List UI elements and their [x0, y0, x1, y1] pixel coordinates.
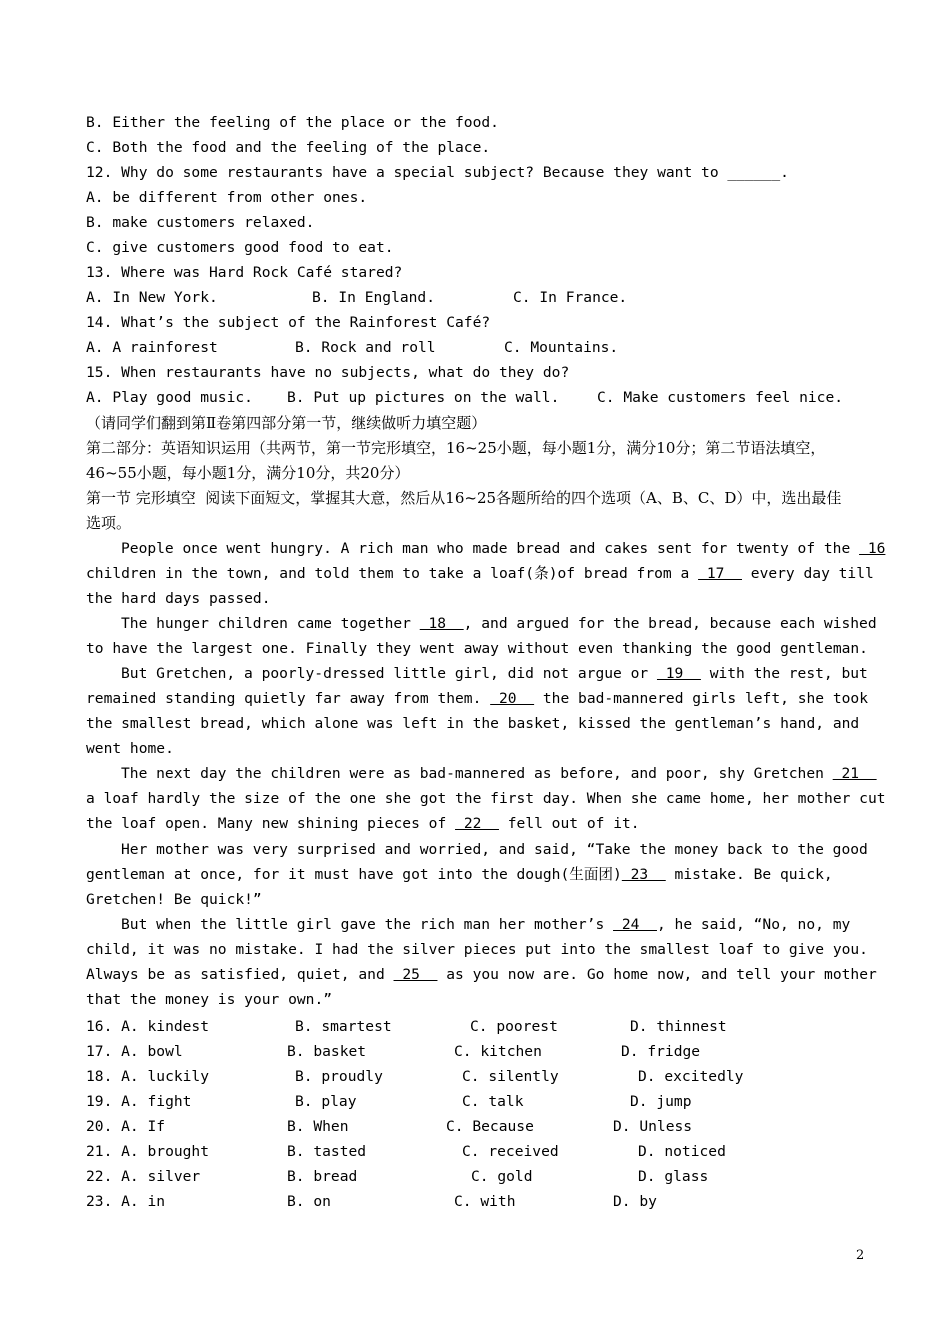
q13-option-a: A. In New York. [86, 289, 218, 306]
blank-17: 17 [698, 565, 742, 582]
question-line: B. Either the feeling of the place or the food. [86, 114, 499, 131]
option-row-22-a: 22. A. silver [86, 1168, 201, 1185]
blank-25: 25 [393, 966, 438, 983]
passage-line [121, 615, 877, 633]
option-row-21-c: C. received [462, 1143, 559, 1160]
q14-option-b: B. Rock and roll [295, 339, 436, 356]
option-row-23-b: B. on [287, 1193, 331, 1210]
passage-text: , and argued for the bread, because each wished [463, 615, 877, 632]
option-row-16-b: B. smartest [295, 1018, 392, 1035]
q15-option-c: C. Make customers feel nice. [597, 389, 844, 406]
question-line: C. Both the food and the feeling of the place. [86, 139, 491, 156]
option-row-17-a: 17. A. bowl [86, 1043, 183, 1060]
passage-line: the hard days passed. [86, 590, 271, 607]
question-line: C. give customers good food to eat. [86, 239, 394, 256]
option-row-20-c: C. Because [446, 1118, 534, 1135]
blank-22: 22 [455, 815, 499, 832]
passage-line [121, 765, 877, 783]
option-row-22-b: B. bread [287, 1168, 358, 1185]
option-row-20-d: D. Unless [613, 1118, 693, 1135]
part2-heading-cont: 46~55小题，每小题1分，满分10分，共20分） [86, 464, 410, 482]
passage-line [121, 916, 850, 934]
passage-text: remained standing quietly far away from them. [86, 690, 491, 707]
option-row-23-a: 23. A. in [86, 1193, 166, 1210]
passage-text: fell out of it. [498, 815, 640, 832]
passage-line: child, it was no mistake. I had the silver pieces put into the smallest loaf to give you. [86, 941, 868, 958]
q14-option-a: A. A rainforest [86, 339, 218, 356]
q15-option-a: A. Play good music. [86, 389, 253, 406]
option-row-22-c: C. gold [471, 1168, 533, 1185]
passage-text: The next day the children were as bad-mannered as before, and poor, shy Gretchen [121, 765, 833, 782]
question-line: B. make customers relaxed. [86, 214, 315, 231]
passage-line: the smallest bread, which alone was left in the basket, kissed the gentleman’s hand, and [86, 715, 860, 732]
option-row-19-d: D. jump [630, 1093, 692, 1110]
option-row-21-a: 21. A. brought [86, 1143, 210, 1160]
option-row-19-a: 19. A. fight [86, 1093, 192, 1110]
option-row-19-b: B. play [295, 1093, 357, 1110]
passage-line: Her mother was very surprised and worried, and said, “Take the money back to the good [121, 841, 868, 858]
question-13: 13. Where was Hard Rock Café stared? [86, 264, 403, 281]
blank-21: 21 [832, 765, 877, 782]
option-row-18-a: 18. A. luckily [86, 1068, 210, 1085]
question-line: A. be different from other ones. [86, 189, 368, 206]
question-12: 12. Why do some restaurants have a special subject? Because they want to ______. [86, 164, 789, 181]
passage-text: But when the little girl gave the rich man her mother’s [121, 916, 614, 933]
blank-19: 19 [656, 665, 701, 682]
passage-text: every day till [742, 565, 874, 582]
q13-option-c: C. In France. [513, 289, 628, 306]
option-row-23-c: C. with [454, 1193, 516, 1210]
blank-18: 18 [419, 615, 464, 632]
passage-line: that the money is your own.” [86, 991, 333, 1008]
passage-text: mistake. Be quick, [665, 866, 833, 883]
passage-line [86, 966, 877, 984]
q13-option-b: B. In England. [312, 289, 436, 306]
option-row-18-c: C. silently [462, 1068, 559, 1085]
option-row-18-d: D. excitedly [638, 1068, 744, 1085]
option-row-17-b: B. basket [287, 1043, 367, 1060]
option-row-19-c: C. talk [462, 1093, 524, 1110]
question-15: 15. When restaurants have no subjects, what do they do? [86, 364, 570, 381]
option-row-21-b: B. tasted [287, 1143, 367, 1160]
passage-text: gentleman at once, for it must have got into the dough(生面团) [86, 866, 622, 883]
q15-option-b: B. Put up pictures on the wall. [287, 389, 560, 406]
blank-16: 16 [859, 540, 886, 557]
passage-text: the loaf open. Many new shining pieces of [86, 815, 456, 832]
passage-text: , he said, “No, no, my [656, 916, 851, 933]
passage-text: Always be as satisfied, quiet, and [86, 966, 394, 983]
passage-line: went home. [86, 740, 174, 757]
passage-text: with the rest, but [700, 665, 868, 682]
option-row-16-a: 16. A. kindest [86, 1018, 210, 1035]
passage-line: Gretchen! Be quick!” [86, 891, 262, 908]
option-row-20-a: 20. A. If [86, 1118, 166, 1135]
passage-line [86, 690, 868, 708]
option-row-16-c: C. poorest [470, 1018, 558, 1035]
passage-text: People once went hungry. A rich man who made bread and cakes sent for twenty of the [121, 540, 860, 557]
passage-line: a loaf hardly the size of the one she got the first day. When she came home, her mother cut [86, 790, 886, 807]
blank-20: 20 [490, 690, 535, 707]
passage-text: But Gretchen, a poorly-dressed little girl, did not argue or [121, 665, 657, 682]
question-14: 14. What’s the subject of the Rainforest Café? [86, 314, 491, 331]
blank-23: 23 [621, 866, 666, 883]
passage-text: children in the town, and told them to take a loaf(条)of bread from a [86, 565, 699, 582]
section1-instructions-cont: 选项。 [86, 514, 132, 532]
option-row-17-d: D. fridge [621, 1043, 701, 1060]
section1-instructions: 第一节 完形填空 阅读下面短文，掌握其大意，然后从16~25各题所给的四个选项（A、B、C、D）中，选出最佳 [86, 489, 842, 507]
blank-24: 24 [613, 916, 657, 933]
passage-text: the bad-mannered girls left, she took [534, 690, 868, 707]
page-number: 2 [856, 1248, 865, 1263]
passage-line [86, 866, 833, 884]
passage-line [121, 665, 868, 683]
passage-text: The hunger children came together [121, 615, 420, 632]
option-row-22-d: D. glass [638, 1168, 709, 1185]
passage-line: to have the largest one. Finally they went away without even thanking the good gentleman. [86, 640, 868, 657]
passage-line [86, 815, 640, 833]
option-row-17-c: C. kitchen [454, 1043, 542, 1060]
passage-line [86, 565, 874, 583]
option-row-21-d: D. noticed [638, 1143, 726, 1160]
option-row-16-d: D. thinnest [630, 1018, 727, 1035]
option-row-20-b: B. When [287, 1118, 349, 1135]
option-row-23-d: D. by [613, 1193, 657, 1210]
part2-heading: 第二部分：英语知识运用（共两节，第一节完形填空，16~25小题，每小题1分，满分10分；第二节语法填空， [86, 439, 826, 457]
passage-line [121, 540, 885, 558]
q14-option-c: C. Mountains. [504, 339, 619, 356]
passage-text: as you now are. Go home now, and tell your mother [437, 966, 877, 983]
option-row-18-b: B. proudly [295, 1068, 383, 1085]
listening-note: （请同学们翻到第Ⅱ卷第四部分第一节，继续做听力填空题） [86, 414, 487, 432]
